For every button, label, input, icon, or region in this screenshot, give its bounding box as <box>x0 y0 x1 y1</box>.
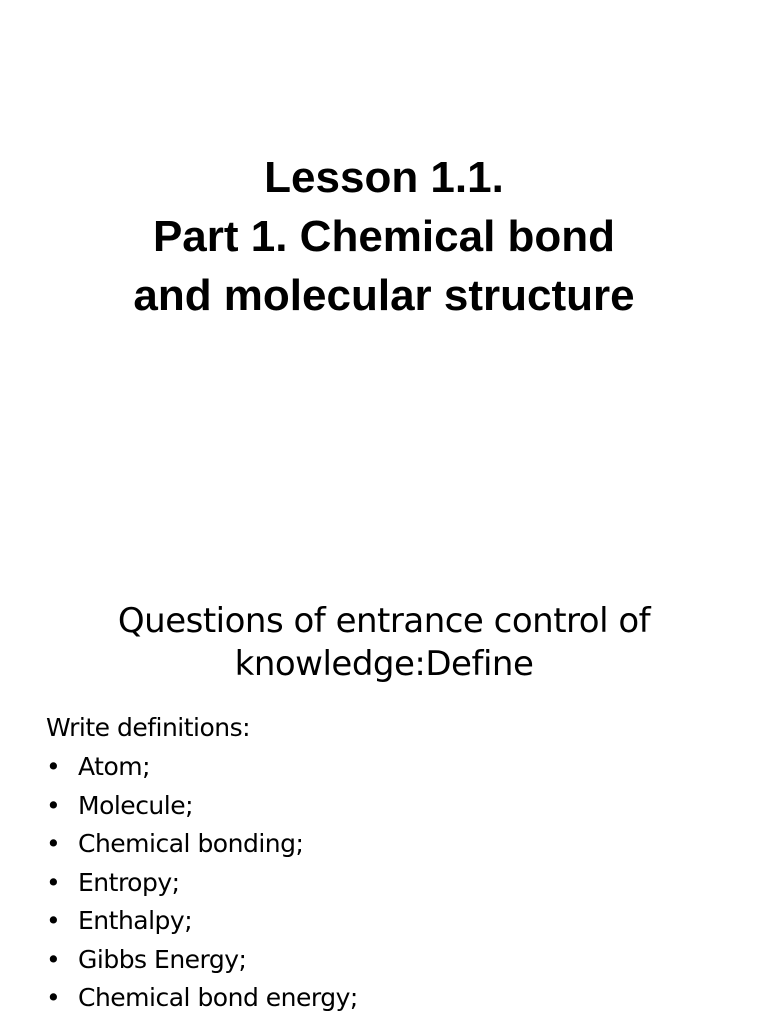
list-item <box>46 902 358 941</box>
bullet-icon: • <box>46 867 61 897</box>
definitions-list <box>46 748 358 1018</box>
list-item <box>46 979 358 1018</box>
intro-text: Write definitions: <box>46 713 251 742</box>
slide-title <box>0 148 768 325</box>
section-heading <box>0 600 768 686</box>
title-line-topic: and molecular structure <box>133 271 635 320</box>
questions-slide <box>0 560 768 1024</box>
list-item-text: Enthalpy; <box>78 906 193 935</box>
list-item-text: Chemical bonding; <box>78 829 304 858</box>
list-item-text: Chemical bond energy; <box>78 983 358 1012</box>
list-item <box>46 748 358 787</box>
bullet-icon: • <box>46 752 61 781</box>
heading-line-2: knowledge:Define <box>234 644 534 684</box>
list-item-text: Entropy; <box>78 867 180 897</box>
heading-line-1: Questions of entrance control of <box>117 601 651 641</box>
bullet-icon: • <box>46 944 61 974</box>
title-line-part: Part 1. Chemical bond <box>152 212 616 261</box>
list-item <box>46 787 358 826</box>
list-item <box>46 864 358 903</box>
list-item-text: Molecule; <box>78 790 194 820</box>
list-item <box>46 941 358 980</box>
list-item-text: Gibbs Energy; <box>78 944 247 974</box>
title-line-lesson: Lesson 1.1. <box>264 153 504 202</box>
bullet-icon: • <box>46 790 61 820</box>
list-item-text: Atom; <box>78 752 151 781</box>
bullet-icon: • <box>46 829 61 858</box>
bullet-icon: • <box>46 983 61 1012</box>
list-item <box>46 825 358 864</box>
bullet-icon: • <box>46 906 61 935</box>
